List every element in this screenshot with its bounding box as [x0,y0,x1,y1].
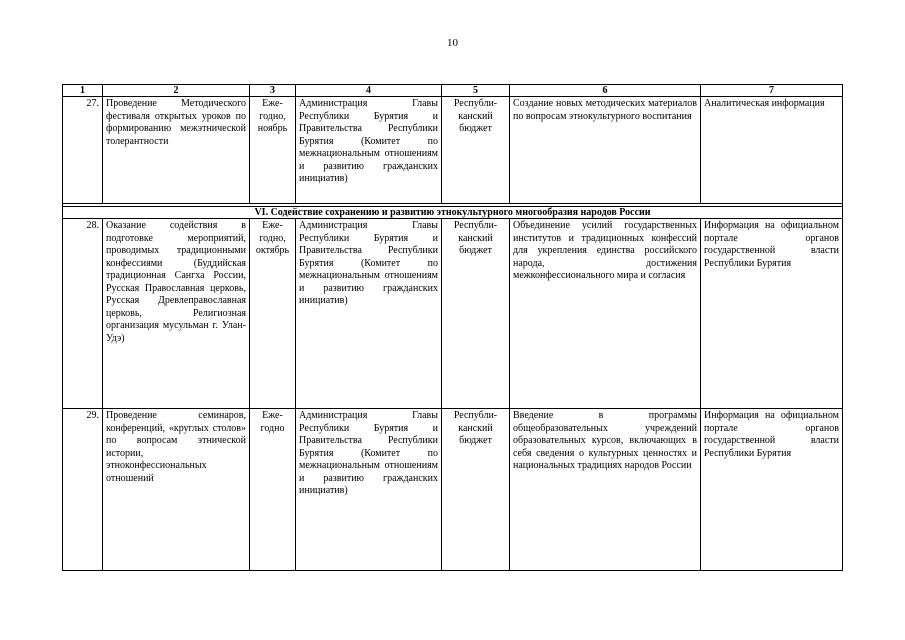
report-cell: Информация на официальном портале органов государственной власти Республики Бурятия [701,219,843,409]
header-cell: 6 [510,85,701,97]
funding-cell: Республи-канский бюджет [442,409,510,571]
table-header-row [63,85,843,97]
funding-cell: Республи-канский бюджет [442,219,510,409]
executor-cell: Администрация Главы Республики Бурятия и Правительства Республики Бурятия (Комитет по межнациональным отношениям и развитию гражданских инициатив) [296,409,442,571]
table-row [63,219,843,409]
section-row [63,207,843,219]
header-cell: 3 [250,85,296,97]
header-cell: 2 [103,85,250,97]
header-cell: 1 [63,85,103,97]
executor-cell: Администрация Главы Республики Бурятия и Правительства Республики Бурятия (Комитет по межнациональным отношениям и развитию гражданских инициатив) [296,219,442,409]
period-cell: Еже-годно, октябрь [250,219,296,409]
event-cell: Проведение семинаров, конференций, «круглых столов» по вопросам этнической истории, этноконфессиональных отношений [103,409,250,571]
report-cell: Аналитическая информация [701,97,843,204]
page-number: 10 [447,37,458,49]
result-cell: Создание новых методических материалов по вопросам этнокультурного воспитания [510,97,701,204]
header-cell: 4 [296,85,442,97]
table-row [63,409,843,571]
plan-table [62,84,843,571]
funding-cell: Республи-канский бюджет [442,97,510,204]
result-cell: Введение в программы общеобразовательных учреждений образовательных курсов, включающих в себя сведения о культурных ценностях и национальных традициях народов России [510,409,701,571]
row-number: 28. [63,219,103,409]
row-number: 29. [63,409,103,571]
row-number: 27. [63,97,103,204]
event-cell: Оказание содействия в подготовке мероприятий, проводимых традиционными конфессиями (Буддийская традиционная Сангха России, Русская Православная церковь, Русская Древлеправославная церковь, Религиозная организация мусульман г. Улан-Удэ) [103,219,250,409]
header-cell: 5 [442,85,510,97]
period-cell: Еже-годно, ноябрь [250,97,296,204]
result-cell: Объединение усилий государственных институтов и традиционных конфессий для укрепления единства российского народа, достижения межконфессионального мира и согласия [510,219,701,409]
section-title: VI. Содействие сохранению и развитию этнокультурного многообразия народов России [63,207,843,219]
header-cell: 7 [701,85,843,97]
report-cell: Информация на официальном портале органов государственной власти Республики Бурятия [701,409,843,571]
period-cell: Еже-годно [250,409,296,571]
event-cell: Проведение Методического фестиваля открытых уроков по формированию межэтнической толерантности [103,97,250,204]
executor-cell: Администрация Главы Республики Бурятия и Правительства Республики Бурятия (Комитет по межнациональным отношениям и развитию гражданских инициатив) [296,97,442,204]
table-row [63,97,843,204]
